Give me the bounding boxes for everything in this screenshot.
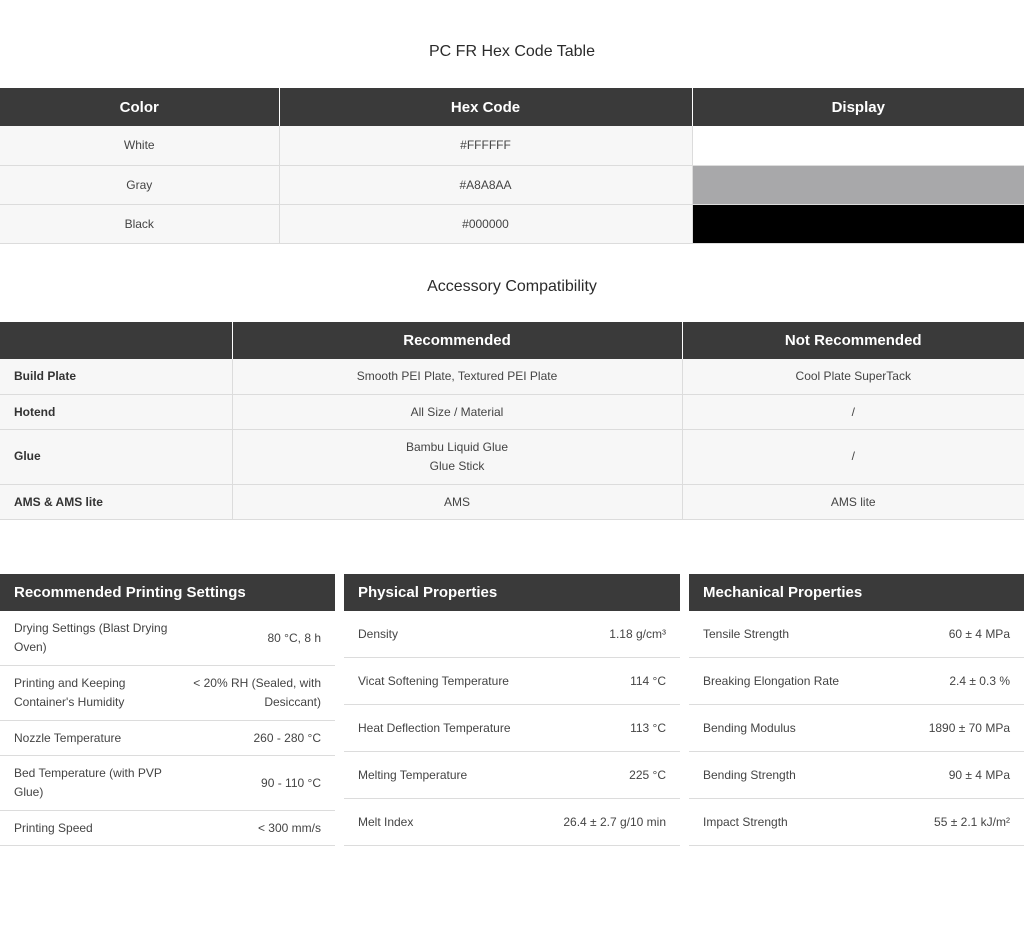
color-swatch-gray bbox=[692, 165, 1024, 204]
property-value: 90 ± 4 MPa bbox=[948, 767, 1010, 782]
row-label-build-plate: Build Plate bbox=[0, 359, 232, 394]
printing-settings-panel bbox=[0, 574, 335, 846]
recommended-value: All Size / Material bbox=[410, 404, 504, 419]
table-header-row bbox=[0, 322, 1024, 359]
hex-table-title: PC FR Hex Code Table bbox=[429, 43, 595, 60]
hex-code-cell: #000000 bbox=[279, 204, 692, 243]
list-item bbox=[344, 611, 680, 658]
panel-title: Physical Properties bbox=[344, 574, 680, 611]
color-swatch-black bbox=[692, 204, 1024, 243]
property-label: Breaking Elongation Rate bbox=[703, 673, 840, 688]
property-label: Tensile Strength bbox=[703, 626, 790, 641]
hex-code-table bbox=[0, 88, 1024, 244]
panel-title: Mechanical Properties bbox=[689, 574, 1024, 611]
table-header-row bbox=[0, 88, 1024, 126]
list-item bbox=[0, 721, 335, 756]
property-label: Bending Strength bbox=[703, 767, 796, 782]
not-recommended-cell: AMS lite bbox=[682, 484, 1024, 519]
color-name-cell: Black bbox=[0, 204, 279, 243]
list-item bbox=[344, 705, 680, 752]
property-value: 1.18 g/cm³ bbox=[609, 626, 666, 641]
list-item bbox=[0, 666, 335, 721]
property-label: Impact Strength bbox=[703, 814, 788, 829]
property-value: 113 °C bbox=[630, 720, 666, 735]
panel-title: Recommended Printing Settings bbox=[0, 574, 335, 611]
list-item bbox=[0, 756, 335, 811]
recommended-cell bbox=[232, 429, 682, 484]
property-label: Vicat Softening Temperature bbox=[358, 673, 509, 688]
list-item bbox=[344, 752, 680, 799]
property-label: Melting Temperature bbox=[358, 767, 468, 782]
table-row bbox=[0, 484, 1024, 519]
property-label: Printing Speed bbox=[14, 820, 93, 835]
property-label: Density bbox=[358, 626, 399, 641]
accessory-table-title: Accessory Compatibility bbox=[427, 278, 597, 295]
physical-properties-panel bbox=[344, 574, 680, 846]
property-label: Bending Modulus bbox=[703, 720, 796, 735]
recommended-cell bbox=[232, 394, 682, 429]
property-value: 225 °C bbox=[629, 767, 666, 782]
accessory-compatibility-table bbox=[0, 322, 1024, 520]
mechanical-properties-panel bbox=[689, 574, 1024, 846]
property-value: 80 °C, 8 h bbox=[267, 630, 321, 645]
property-label: Bed Temperature (with PVP Glue) bbox=[14, 766, 162, 799]
list-item bbox=[0, 611, 335, 666]
not-recommended-cell: / bbox=[682, 429, 1024, 484]
row-label-hotend: Hotend bbox=[0, 394, 232, 429]
recommended-cell bbox=[232, 484, 682, 519]
hex-code-cell: #A8A8AA bbox=[279, 165, 692, 204]
column-header-recommended: Recommended bbox=[232, 322, 682, 359]
column-header-color: Color bbox=[0, 88, 279, 126]
list-item bbox=[689, 658, 1024, 705]
column-header-display: Display bbox=[692, 88, 1024, 126]
property-label: Nozzle Temperature bbox=[14, 730, 122, 745]
property-value: 26.4 ± 2.7 g/10 min bbox=[563, 814, 666, 829]
list-item bbox=[0, 811, 335, 846]
column-header-blank bbox=[0, 322, 232, 359]
list-item bbox=[689, 705, 1024, 752]
property-value: 260 - 280 °C bbox=[253, 730, 321, 745]
table-row bbox=[0, 165, 1024, 204]
property-label: Heat Deflection Temperature bbox=[358, 720, 511, 735]
list-item bbox=[344, 799, 680, 846]
row-label-glue: Glue bbox=[0, 429, 232, 484]
list-item bbox=[689, 752, 1024, 799]
property-value: < 300 mm/s bbox=[257, 820, 321, 835]
recommended-value: AMS bbox=[443, 494, 470, 509]
property-value: 55 ± 2.1 kJ/m² bbox=[934, 814, 1010, 829]
table-row bbox=[0, 394, 1024, 429]
color-name-cell: Gray bbox=[0, 165, 279, 204]
column-header-hex-code: Hex Code bbox=[279, 88, 692, 126]
property-label: Drying Settings (Blast Drying Oven) bbox=[14, 621, 168, 654]
recommended-cell bbox=[232, 359, 682, 394]
recommended-value: Smooth PEI Plate, Textured PEI Plate bbox=[356, 369, 558, 384]
color-swatch-white bbox=[692, 126, 1024, 165]
list-item bbox=[689, 799, 1024, 846]
property-value: < 20% RH (Sealed, with Desiccant) bbox=[193, 676, 321, 709]
column-header-not-recommended: Not Recommended bbox=[682, 322, 1024, 359]
property-value: 2.4 ± 0.3 % bbox=[949, 673, 1010, 688]
property-label: Melt Index bbox=[358, 814, 414, 829]
table-row bbox=[0, 359, 1024, 394]
recommended-value: Bambu Liquid Glue bbox=[405, 439, 509, 454]
not-recommended-cell: / bbox=[682, 394, 1024, 429]
hex-code-cell: #FFFFFF bbox=[279, 126, 692, 165]
row-label-ams: AMS & AMS lite bbox=[0, 484, 232, 519]
recommended-value: Glue Stick bbox=[429, 458, 485, 473]
color-name-cell: White bbox=[0, 126, 279, 165]
table-row bbox=[0, 429, 1024, 484]
list-item bbox=[689, 611, 1024, 658]
table-row bbox=[0, 204, 1024, 243]
not-recommended-cell: Cool Plate SuperTack bbox=[682, 359, 1024, 394]
property-value: 1890 ± 70 MPa bbox=[928, 720, 1010, 735]
table-row bbox=[0, 126, 1024, 165]
property-label: Printing and Keeping Container's Humidity bbox=[14, 676, 126, 709]
property-value: 114 °C bbox=[630, 673, 666, 688]
property-value: 90 - 110 °C bbox=[261, 775, 321, 790]
list-item bbox=[344, 658, 680, 705]
property-value: 60 ± 4 MPa bbox=[948, 626, 1010, 641]
